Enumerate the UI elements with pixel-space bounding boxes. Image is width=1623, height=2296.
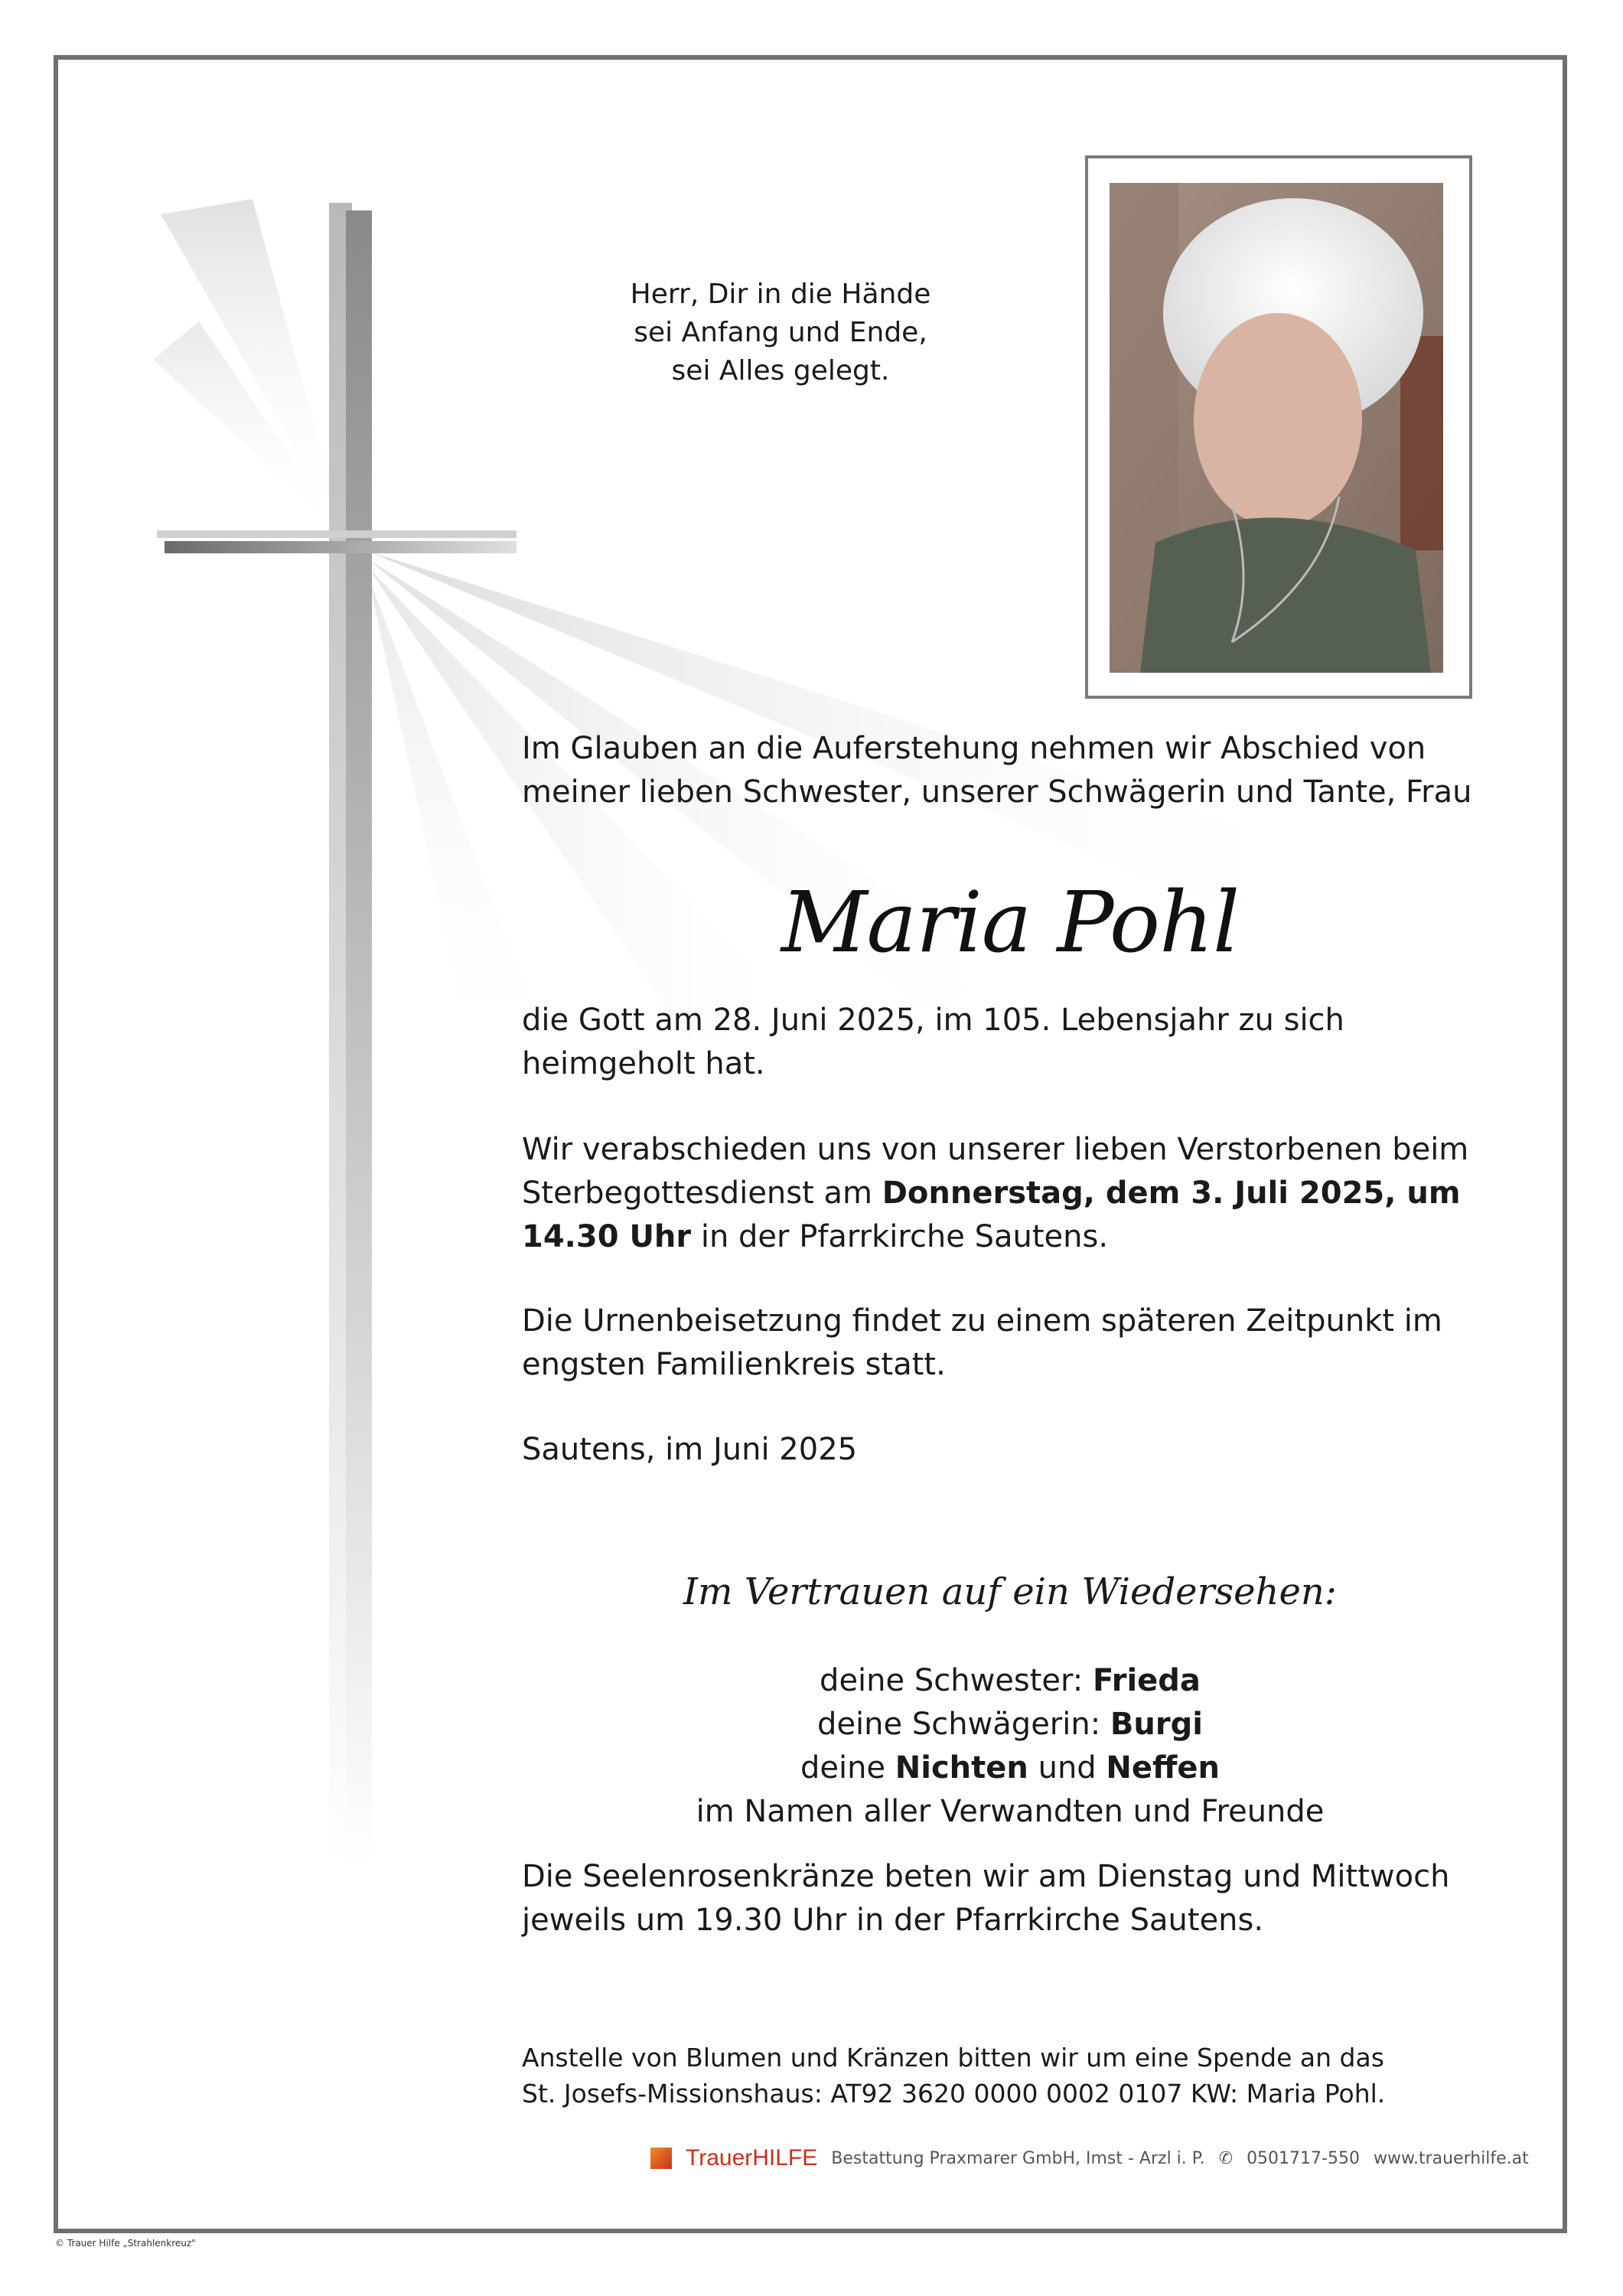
phone-icon: ✆ <box>1218 2148 1234 2168</box>
service-time: 14.30 Uhr <box>522 1219 692 1254</box>
relative-sister <box>528 1659 1492 1703</box>
footer-phone: 0501717-550 <box>1247 2148 1360 2168</box>
service-text: Sterbegottesdienst am <box>522 1176 882 1211</box>
portrait-photo <box>1110 183 1443 673</box>
death-notice-line: heimgeholt hat. <box>522 1046 765 1081</box>
relative-name: Nichten <box>895 1750 1028 1786</box>
place-date: Sautens, im Juni 2025 <box>522 1432 858 1467</box>
footer-company: Bestattung Praxmarer GmbH, Imst - Arzl i. P. <box>831 2148 1205 2168</box>
motto: Im Vertrauen auf ein Wiedersehen: <box>683 1570 1337 1613</box>
intro-text <box>522 727 1486 814</box>
relative-nieces-nephews <box>528 1746 1492 1790</box>
death-notice <box>522 999 1486 1086</box>
relative-label: deine Schwägerin: <box>817 1707 1110 1742</box>
donation-line: Anstelle von Blumen und Kränzen bitten wir um eine Spende an das <box>522 2043 1384 2073</box>
intro-line: meiner lieben Schwester, unserer Schwägerin und Tante, Frau <box>522 775 1472 810</box>
relatives-list <box>528 1659 1492 1834</box>
relative-label: deine Schwester: <box>820 1663 1093 1698</box>
urn-line: engsten Familienkreis statt. <box>522 1347 946 1382</box>
deceased-name: Maria Pohl <box>781 873 1240 971</box>
verse-line: sei Anfang und Ende, <box>634 317 927 348</box>
portrait-frame <box>1085 155 1472 699</box>
intro-line: Im Glauben an die Auferstehung nehmen wir Abschied von <box>522 731 1426 766</box>
verse-line: Herr, Dir in die Hände <box>630 279 931 310</box>
rosary-info <box>522 1855 1486 1942</box>
service-date: Donnerstag, dem 3. Juli 2025, um <box>882 1176 1461 1211</box>
service-location: in der Pfarrkirche Sautens. <box>691 1219 1109 1254</box>
rosary-line: Die Seelenrosenkränze beten wir am Dienstag und Mittwoch <box>522 1859 1450 1894</box>
verse-line: sei Alles gelegt. <box>671 355 890 386</box>
verse <box>490 276 1071 390</box>
donation-info <box>522 2040 1486 2112</box>
relative-others: im Namen aller Verwandten und Freunde <box>696 1794 1325 1829</box>
footer <box>650 2143 1529 2174</box>
trauerhilfe-logo-icon <box>650 2148 672 2169</box>
copyright: © Trauer Hilfe „Strahlenkreuz" <box>55 2238 196 2249</box>
service-info <box>522 1128 1486 1259</box>
relative-label: deine <box>800 1750 895 1786</box>
footer-website[interactable]: www.trauerhilfe.at <box>1373 2148 1529 2168</box>
relative-label: und <box>1028 1750 1106 1786</box>
urn-line: Die Urnenbeisetzung findet zu einem späteren Zeitpunkt im <box>522 1303 1442 1339</box>
relative-name: Frieda <box>1092 1663 1201 1698</box>
rosary-line: jeweils um 19.30 Uhr in der Pfarrkirche Sautens. <box>522 1903 1264 1938</box>
service-line <box>522 1215 1486 1259</box>
service-line <box>522 1172 1486 1215</box>
relative-name: Neffen <box>1106 1750 1221 1786</box>
relative-sisterinlaw <box>528 1703 1492 1746</box>
footer-logo-text: TrauerHILFE <box>686 2145 818 2170</box>
death-notice-line: die Gott am 28. Juni 2025, im 105. Lebensjahr zu sich <box>522 1003 1344 1038</box>
service-line: Wir verabschieden uns von unserer lieben Verstorbenen beim <box>522 1132 1469 1167</box>
relative-name: Burgi <box>1110 1707 1203 1742</box>
urn-info <box>522 1300 1486 1387</box>
donation-line: St. Josefs-Missionshaus: AT92 3620 0000 0002 0107 KW: Maria Pohl. <box>522 2079 1386 2108</box>
